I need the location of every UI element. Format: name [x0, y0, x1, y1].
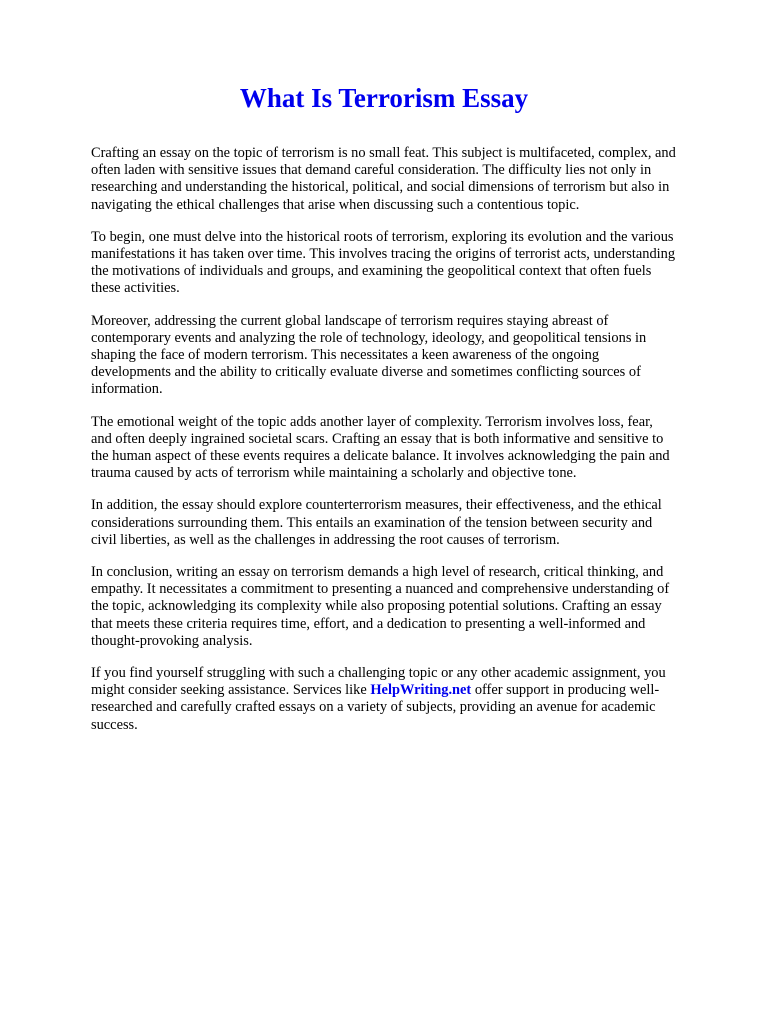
page-title: What Is Terrorism Essay — [239, 83, 529, 113]
helpwriting-link[interactable]: HelpWriting.net — [370, 682, 472, 699]
essay-body — [91, 145, 677, 749]
paragraph-1: Crafting an essay on the topic of terrorism is no small feat. This subject is multifaceted, complex, and often laden with sensitive issues that demand careful consideration. The difficulty lies not only in researching and understanding the historical, political, and social dimensions of terrorism but also in navigating the ethical challenges that arise when discussing such a contentious topic. — [91, 145, 676, 213]
paragraph-5: In addition, the essay should explore counterterrorism measures, their effectiveness, and the ethical considerations surrounding them. This entails an examination of the tension between security and civil liberties, as well as the challenges in addressing the root causes of terrorism. — [91, 497, 662, 548]
closing-text-after-link: offer support in producing well-researched and carefully crafted essays on a variety of subjects, providing an avenue for academic success. — [91, 682, 660, 733]
paragraph-closing — [91, 665, 677, 734]
paragraph-3: Moreover, addressing the current global landscape of terrorism requires staying abreast of contemporary events and analyzing the role of technology, ideology, and geopolitical tensions in shaping the face of modern terrorism. This necessitates a keen awareness of the ongoing developments and the ability to critically evaluate diverse and sometimes conflicting sources of information. — [91, 312, 647, 398]
paragraph-4: The emotional weight of the topic adds another layer of complexity. Terrorism involves loss, fear, and often deeply ingrained societal scars. Crafting an essay that is both informative and sensitive to the human aspect of these events requires a delicate balance. It involves acknowledging the pain and trauma caused by acts of terrorism while maintaining a scholarly and objective tone. — [91, 413, 670, 482]
paragraph-6: In conclusion, writing an essay on terrorism demands a high level of research, critical thinking, and empathy. It necessitates a commitment to presenting a nuanced and comprehensive understanding of the topic, acknowledging its complexity while also proposing potential solutions. Crafting an essay that meets these criteria requires time, effort, and a dedication to presenting a well-informed and thought-provoking analysis. — [91, 564, 670, 649]
paragraph-2: To begin, one must delve into the historical roots of terrorism, exploring its evolution and the various manifestations it has taken over time. This involves tracing the origins of terrorist acts, understanding the motivations of individuals and groups, and examining the geopolitical context that often fuels these activities. — [91, 228, 676, 297]
closing-text-before-link: If you find yourself struggling with such a challenging topic or any other academic assignment, you might consider seeking assistance. Services like — [91, 665, 666, 699]
